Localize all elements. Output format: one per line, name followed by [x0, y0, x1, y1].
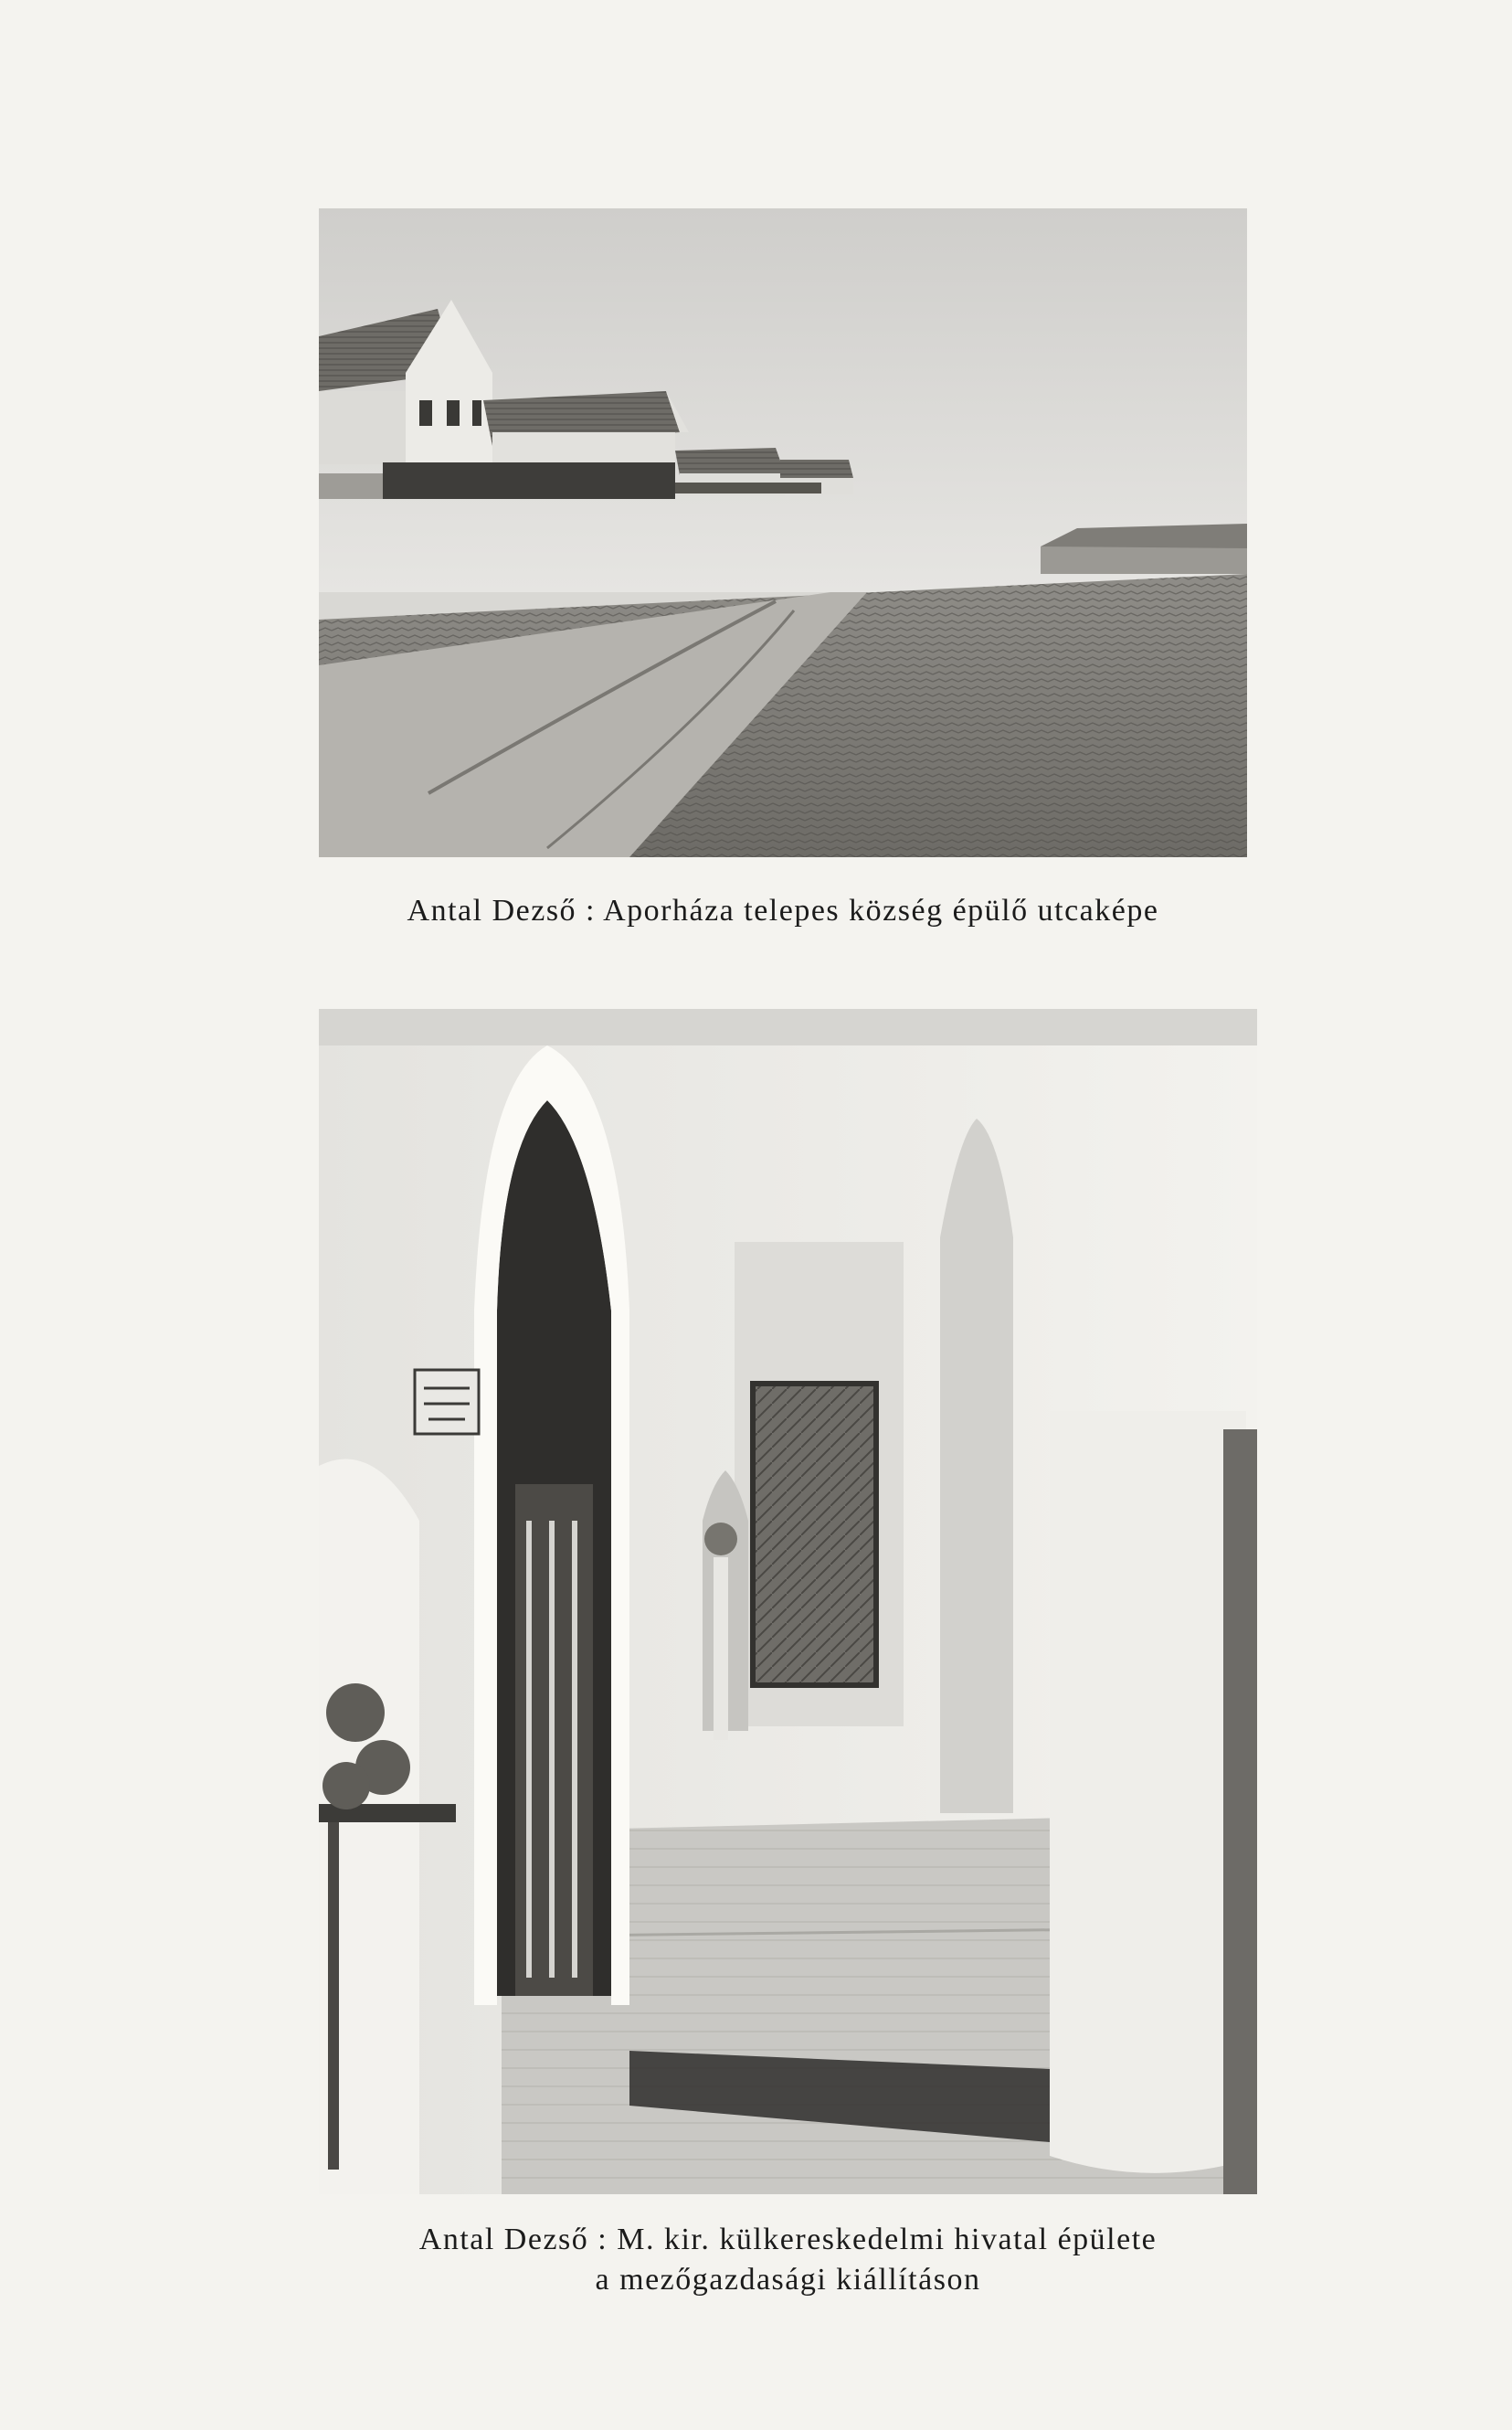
figure-2-caption-line-2: a mezőgazdasági kiállításon	[595, 2263, 981, 2297]
pavilion-arcade-photo	[319, 1009, 1257, 2194]
figure-1-caption: Antal Dezső : Aporháza telepes község épülő utcaképe	[407, 894, 1159, 928]
figure-2-caption-line-1: Antal Dezső : M. kir. külkereskedelmi hivatal épülete	[418, 2223, 1158, 2256]
village-street-image	[319, 208, 1247, 857]
village-street-photo	[319, 208, 1247, 857]
pavilion-arcade-image	[319, 1009, 1257, 2194]
